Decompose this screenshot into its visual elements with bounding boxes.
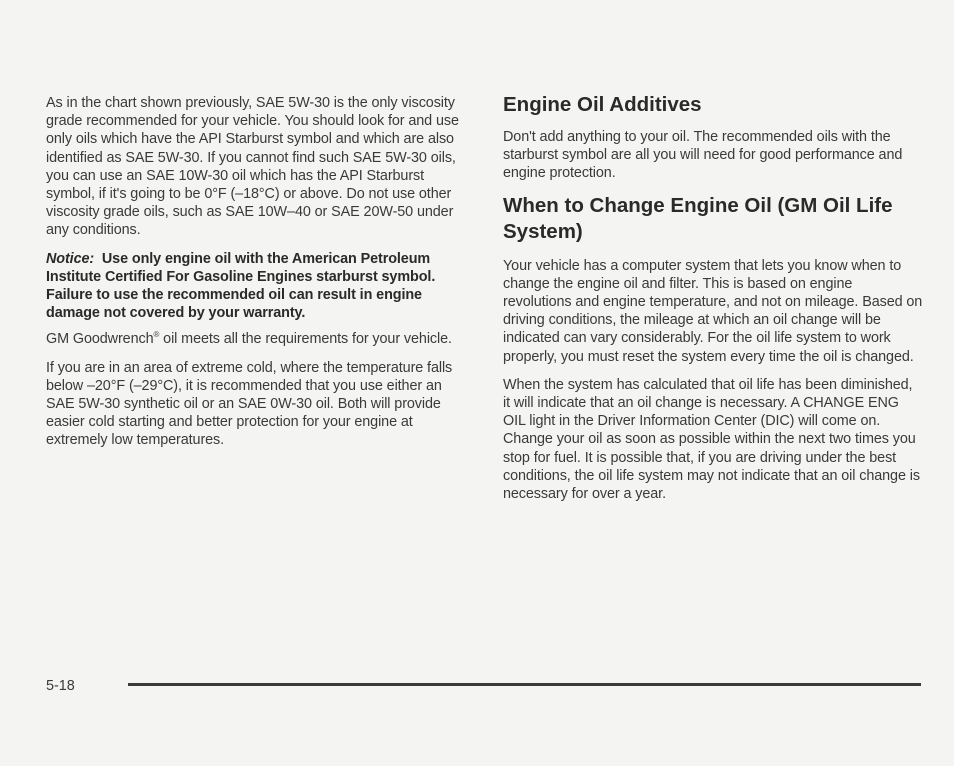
- notice-label: Notice:: [46, 250, 95, 267]
- notice-paragraph: [46, 250, 470, 323]
- registered-mark: ®: [153, 330, 160, 340]
- page-number: 5-18: [46, 678, 75, 694]
- heading-when-to-change-oil: When to Change Engine Oil (GM Oil Life System): [503, 193, 893, 243]
- footer-rule: [128, 683, 921, 686]
- goodwrench-text-start: GM Goodwrench: [46, 331, 154, 348]
- goodwrench-paragraph: [46, 330, 470, 348]
- goodwrench-text-end: oil meets all the requirements for your vehicle.: [159, 331, 452, 348]
- notice-text: Use only engine oil with the American Petroleum Institute Certified For Gasoline Engines starburst symbol. Failure to use the recommended oil can result in engine damage not covered by your warranty.: [46, 250, 436, 322]
- heading-engine-oil-additives: Engine Oil Additives: [503, 93, 702, 116]
- additives-paragraph: Don't add anything to your oil. The recommended oils with the starburst symbol are all you will need for good performance and engine protection.: [503, 129, 903, 182]
- left-column: [46, 94, 470, 460]
- oil-life-system-paragraph: Your vehicle has a computer system that lets you know when to change the engine oil and filter. This is based on engine revolutions and engine temperature, and not on mileage. Based on driving conditions, the mileage at which an oil change will be indicated can vary considerably. For the oil life system to work properly, you must reset the system every time the oil is changed.: [503, 257, 923, 365]
- extreme-cold-paragraph: If you are in an area of extreme cold, where the temperature falls below –20°F (–29°C), it is recommended that you use either an SAE 5W-30 synthetic oil or an SAE 0W-30 oil. Both will provide easier cold starting and better protection for your engine at extremely low temperatures.: [46, 359, 453, 449]
- right-column: [503, 92, 923, 513]
- change-oil-light-paragraph: When the system has calculated that oil life has been diminished, it will indicate that an oil change is necessary. A CHANGE ENG OIL light in the Driver Information Center (DIC) will come on. Change your oil as soon as possible within the next two times you stop for fuel. It is possible that, if you are driving under the best conditions, the oil life system may not indicate that an oil change is necessary for over a year.: [503, 376, 920, 503]
- viscosity-paragraph: As in the chart shown previously, SAE 5W-30 is the only viscosity grade recommended for your vehicle. You should look for and use only oils which have the API Starburst symbol and which are also identified as SAE 5W-30. If you cannot find such SAE 5W-30 oils, you can use an SAE 10W-30 oil which has the API Starburst symbol, if it's going to be 0°F (–18°C) or above. Do not use other viscosity grade oils, such as SAE 10W–40 or SAE 20W-50 under any conditions.: [46, 95, 459, 239]
